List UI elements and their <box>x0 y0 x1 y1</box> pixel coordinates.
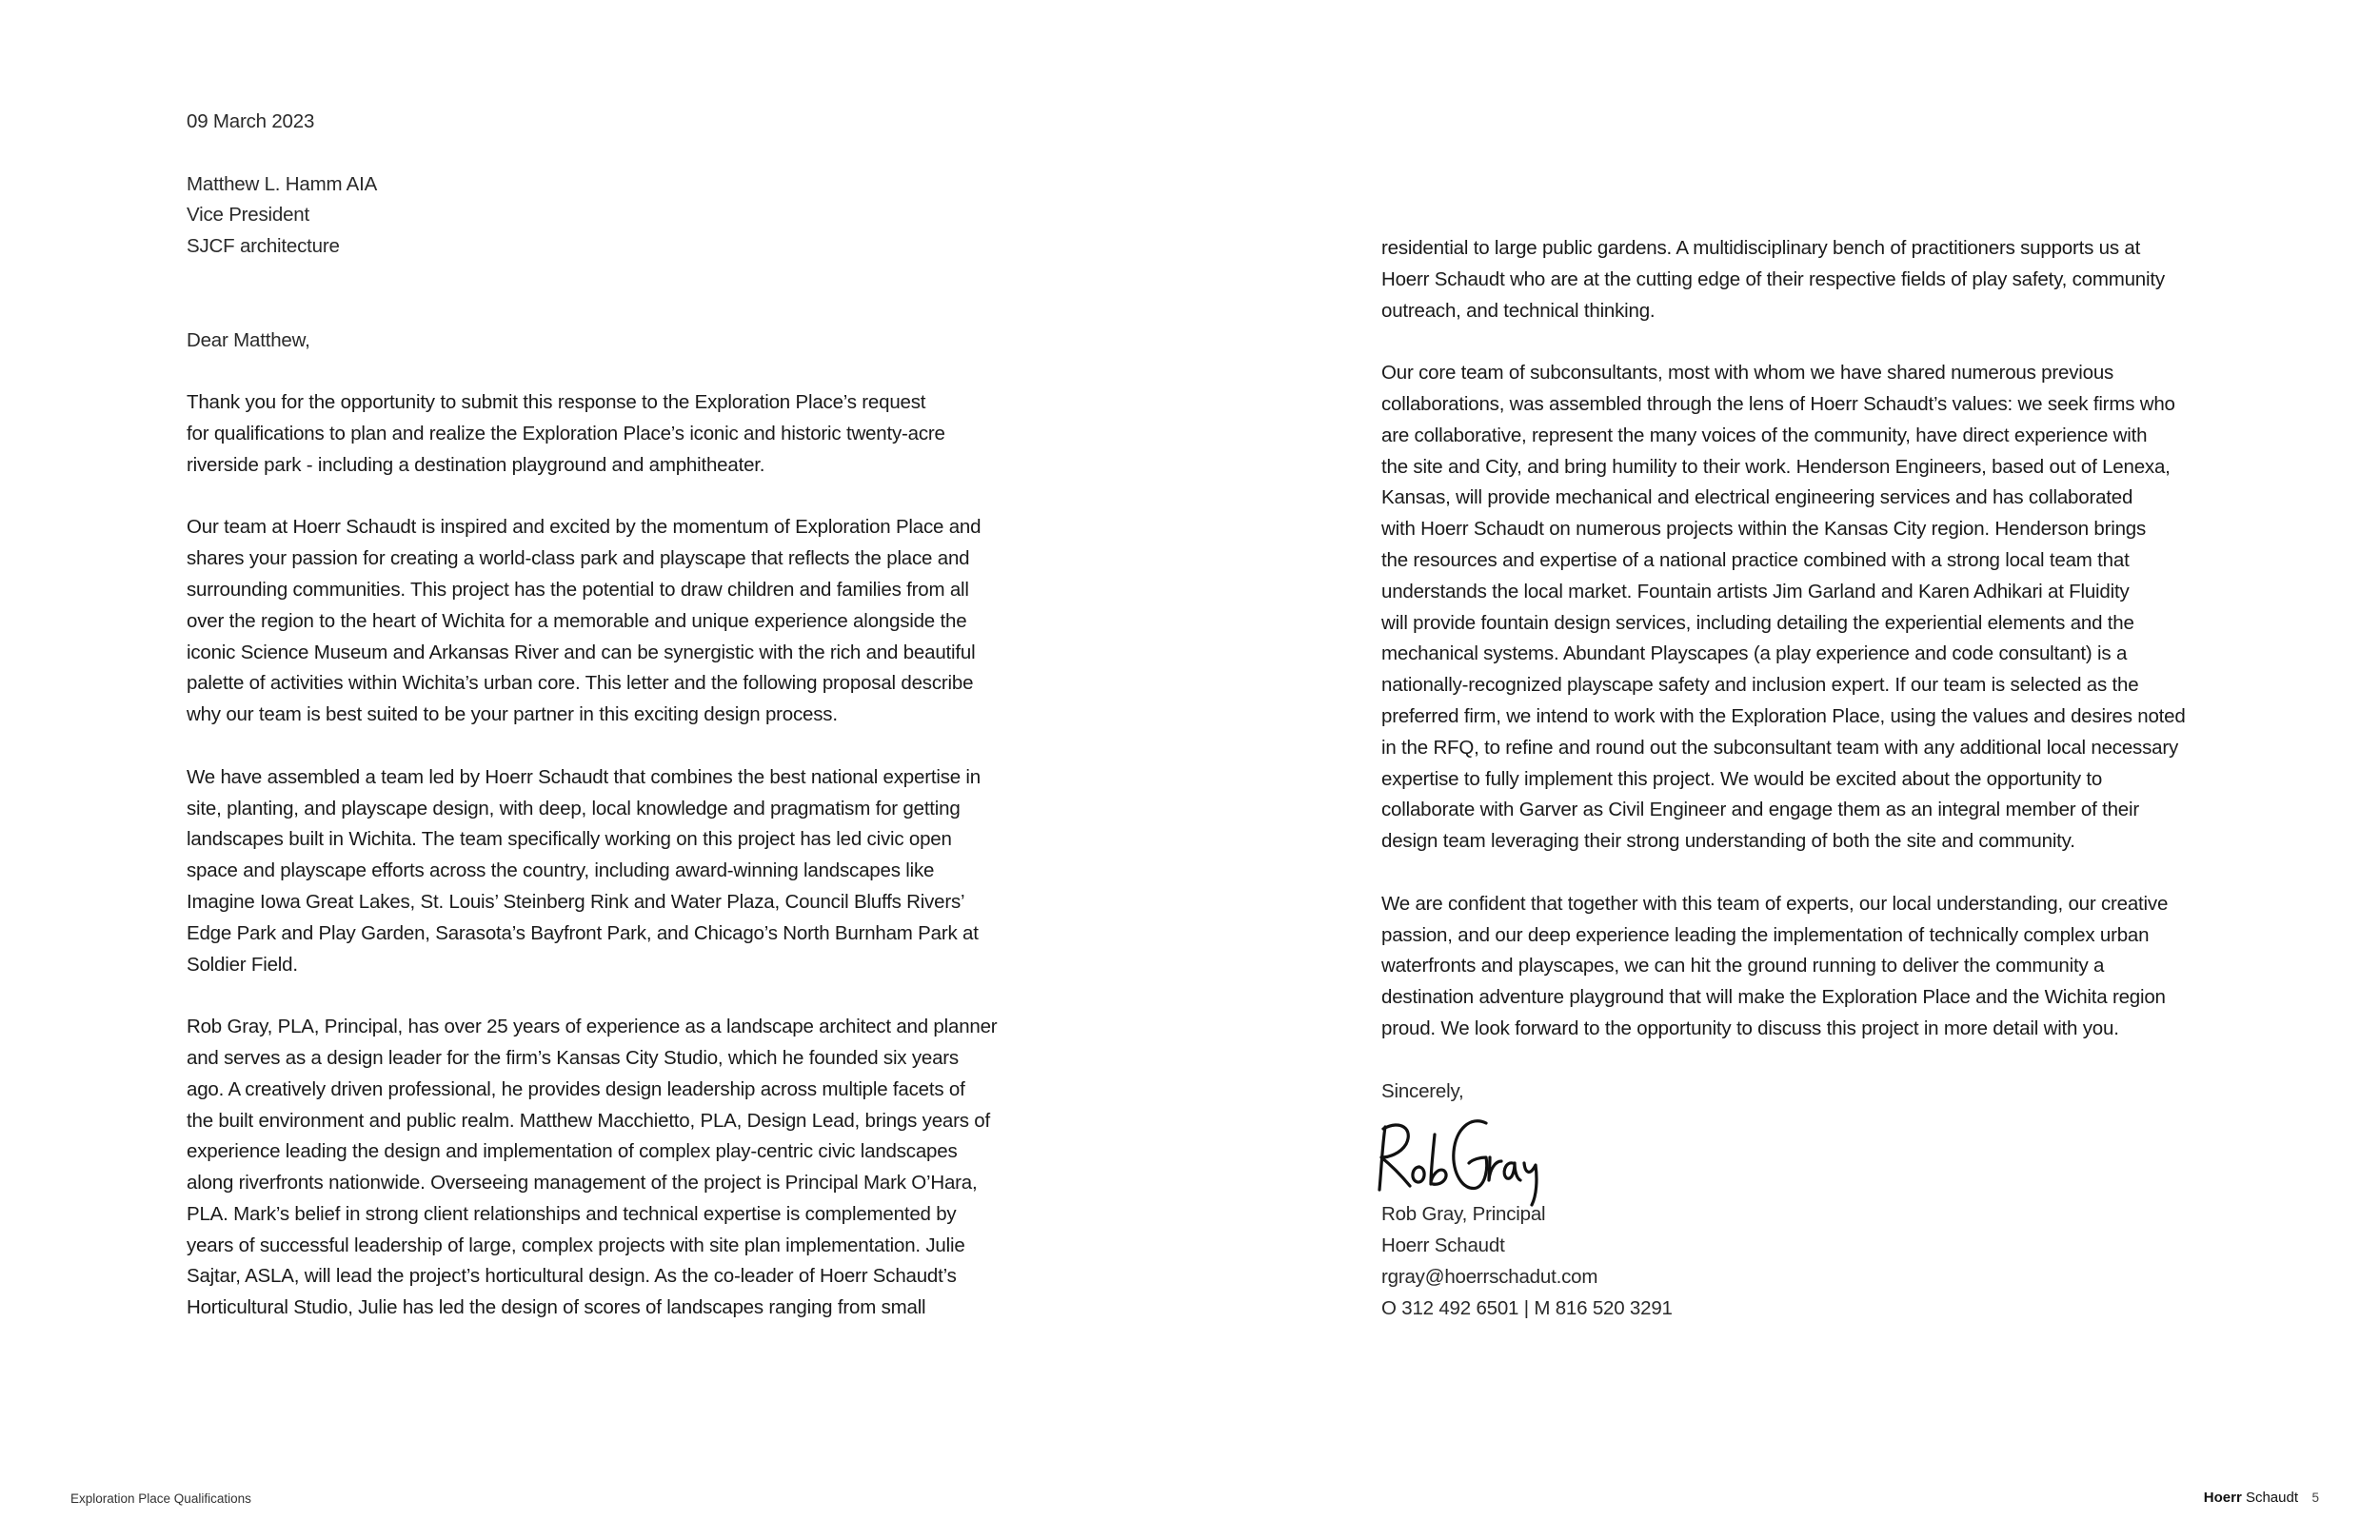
paragraph-line: Imagine Iowa Great Lakes, St. Louis’ Steinberg Rink and Water Plaza, Council Bluffs Rivers’ <box>187 890 965 913</box>
footer-brand <box>2204 1490 2298 1506</box>
paragraph-line: are collaborative, represent the many voices of the community, have direct experience with <box>1381 424 2148 446</box>
paragraph-line: the built environment and public realm. Matthew Macchietto, PLA, Design Lead, brings years of <box>187 1109 990 1132</box>
letter-paragraph <box>1381 889 2219 1045</box>
signer-name: Rob Gray, Principal <box>1381 1203 1546 1226</box>
recipient-company: SJCF architecture <box>187 235 340 258</box>
letter-paragraph <box>187 1012 1024 1324</box>
paragraph-line: along riverfronts nationwide. Overseeing management of the project is Principal Mark O’Hara, <box>187 1172 978 1194</box>
paragraph-line: experience leading the design and implementation of complex play-centric civic landscapes <box>187 1140 958 1163</box>
footer-brand-bold: Hoerr <box>2203 1490 2242 1506</box>
paragraph-line: landscapes built in Wichita. The team specifically working on this project has led civic open <box>187 828 952 851</box>
paragraph-line: outreach, and technical thinking. <box>1381 299 1656 322</box>
signer-block <box>1381 1199 2219 1324</box>
letter-paragraph <box>187 387 1024 481</box>
recipient-name: Matthew L. Hamm AIA <box>187 172 378 195</box>
footer-document-title: Exploration Place Qualifications <box>70 1491 251 1506</box>
letter-date: 09 March 2023 <box>187 110 315 132</box>
paragraph-line: with Hoerr Schaudt on numerous projects within the Kansas City region. Henderson brings <box>1381 518 2147 541</box>
paragraph-line: We have assembled a team led by Hoerr Schaudt that combines the best national expertise in <box>187 765 981 788</box>
paragraph-line: the resources and expertise of a national practice combined with a strong local team that <box>1381 548 2130 571</box>
paragraph-line: collaborations, was assembled through the lens of Hoerr Schaudt’s values: we seek firms who <box>1381 392 2175 415</box>
paragraph-line: preferred firm, we intend to work with the Exploration Place, using the values and desires noted <box>1381 704 2186 727</box>
paragraph-line: Our team at Hoerr Schaudt is inspired and excited by the momentum of Exploration Place and <box>187 516 982 539</box>
paragraph-line: Edge Park and Play Garden, Sarasota’s Bayfront Park, and Chicago’s North Burnham Park at <box>187 921 979 944</box>
signature-block <box>1381 1114 2219 1207</box>
closing: Sincerely, <box>1381 1079 1464 1102</box>
paragraph-line: ago. A creatively driven professional, he provides design leadership across multiple facets of <box>187 1077 965 1100</box>
recipient-title: Vice President <box>187 204 310 227</box>
paragraph-line: years of successful leadership of large, complex projects with site plan implementation. Julie <box>187 1234 965 1256</box>
salutation: Dear Matthew, <box>187 328 310 351</box>
paragraph-line: Sajtar, ASLA, will lead the project’s horticultural design. As the co-leader of Hoerr Schaudt’s <box>187 1265 957 1288</box>
paragraph-line: passion, and our deep experience leading the implementation of technically complex urban <box>1381 923 2150 946</box>
paragraph-line: Hoerr Schaudt who are at the cutting edge of their respective fields of play safety, community <box>1381 267 2165 290</box>
paragraph-line: Horticultural Studio, Julie has led the design of scores of landscapes ranging from small <box>187 1296 926 1319</box>
paragraph-line: destination adventure playground that will make the Exploration Place and the Wichita region <box>1381 986 2166 1009</box>
paragraph-line: Soldier Field. <box>187 953 298 976</box>
letter-left-column <box>187 107 1024 1355</box>
paragraph-line: PLA. Mark’s belief in strong client relationships and technical expertise is complemented by <box>187 1202 957 1225</box>
right-paragraphs <box>1381 233 2219 1045</box>
paragraph-line: design team leveraging their strong understanding of both the site and community. <box>1381 830 2075 853</box>
paragraph-line: Thank you for the opportunity to submit this response to the Exploration Place’s request <box>187 391 926 414</box>
paragraph-line: waterfronts and playscapes, we can hit the ground running to deliver the community a <box>1381 955 2105 977</box>
paragraph-line: Kansas, will provide mechanical and electrical engineering services and has collaborated <box>1381 486 2133 509</box>
paragraph-line: We are confident that together with this team of experts, our local understanding, our creative <box>1381 892 2169 915</box>
paragraph-line: over the region to the heart of Wichita for a memorable and unique experience alongside the <box>187 609 967 632</box>
paragraph-line: nationally-recognized playscape safety and inclusion expert. If our team is selected as the <box>1381 674 2139 697</box>
paragraph-line: shares your passion for creating a world-class park and playscape that reflects the place and <box>187 547 970 570</box>
paragraph-line: expertise to fully implement this project. We would be excited about the opportunity to <box>1381 767 2103 790</box>
paragraph-line: the site and City, and bring humility to their work. Henderson Engineers, based out of Lenexa, <box>1381 455 2171 478</box>
paragraph-line: and serves as a design leader for the firm’s Kansas City Studio, which he founded six years <box>187 1046 959 1069</box>
paragraph-line: residential to large public gardens. A multidisciplinary bench of practitioners supports us at <box>1381 237 2141 259</box>
left-paragraphs <box>187 387 1024 1324</box>
paragraph-line: site, planting, and playscape design, with deep, local knowledge and pragmatism for getting <box>187 797 961 819</box>
paragraph-line: for qualifications to plan and realize the Exploration Place’s iconic and historic twenty-acre <box>187 422 945 444</box>
footer-brand-regular: Schaudt <box>2241 1490 2298 1506</box>
paragraph-line: Our core team of subconsultants, most with whom we have shared numerous previous <box>1381 362 2114 385</box>
paragraph-line: proud. We look forward to the opportunity to discuss this project in more detail with you. <box>1381 1017 2119 1039</box>
signer-email: rgray@hoerrschadut.com <box>1381 1265 1598 1288</box>
letter-paragraph <box>187 762 1024 981</box>
recipient-block <box>187 169 1024 263</box>
signer-company: Hoerr Schaudt <box>1381 1234 1505 1256</box>
paragraph-line: Rob Gray, PLA, Principal, has over 25 years of experience as a landscape architect and planner <box>187 1016 998 1038</box>
letter-paragraph <box>1381 233 2219 326</box>
page-number: 5 <box>2311 1491 2319 1505</box>
letter-paragraph <box>1381 358 2219 858</box>
paragraph-line: mechanical systems. Abundant Playscapes (a play experience and code consultant) is a <box>1381 642 2128 665</box>
letter-paragraph <box>187 512 1024 731</box>
letter-right-column <box>1381 233 2219 1355</box>
paragraph-line: space and playscape efforts across the country, including award-winning landscapes like <box>187 859 935 882</box>
paragraph-line: palette of activities within Wichita’s urban core. This letter and the following proposal describe <box>187 672 974 695</box>
paragraph-line: understands the local market. Fountain artists Jim Garland and Karen Adhikari at Fluidity <box>1381 580 2130 602</box>
signature-image <box>1368 1114 1539 1207</box>
paragraph-line: surrounding communities. This project has the potential to draw children and families from all <box>187 578 969 601</box>
paragraph-line: will provide fountain design services, including detailing the experiential elements and the <box>1381 611 2134 634</box>
paragraph-line: iconic Science Museum and Arkansas River and can be synergistic with the rich and beautiful <box>187 641 976 663</box>
paragraph-line: why our team is best suited to be your partner in this exciting design process. <box>187 703 838 726</box>
paragraph-line: in the RFQ, to refine and round out the subconsultant team with any additional local necessary <box>1381 736 2179 759</box>
paragraph-line: riverside park - including a destination playground and amphitheater. <box>187 453 765 476</box>
paragraph-line: collaborate with Garver as Civil Engineer and engage them as an integral member of their <box>1381 799 2139 821</box>
signer-phone: O 312 492 6501 | M 816 520 3291 <box>1381 1296 1673 1319</box>
